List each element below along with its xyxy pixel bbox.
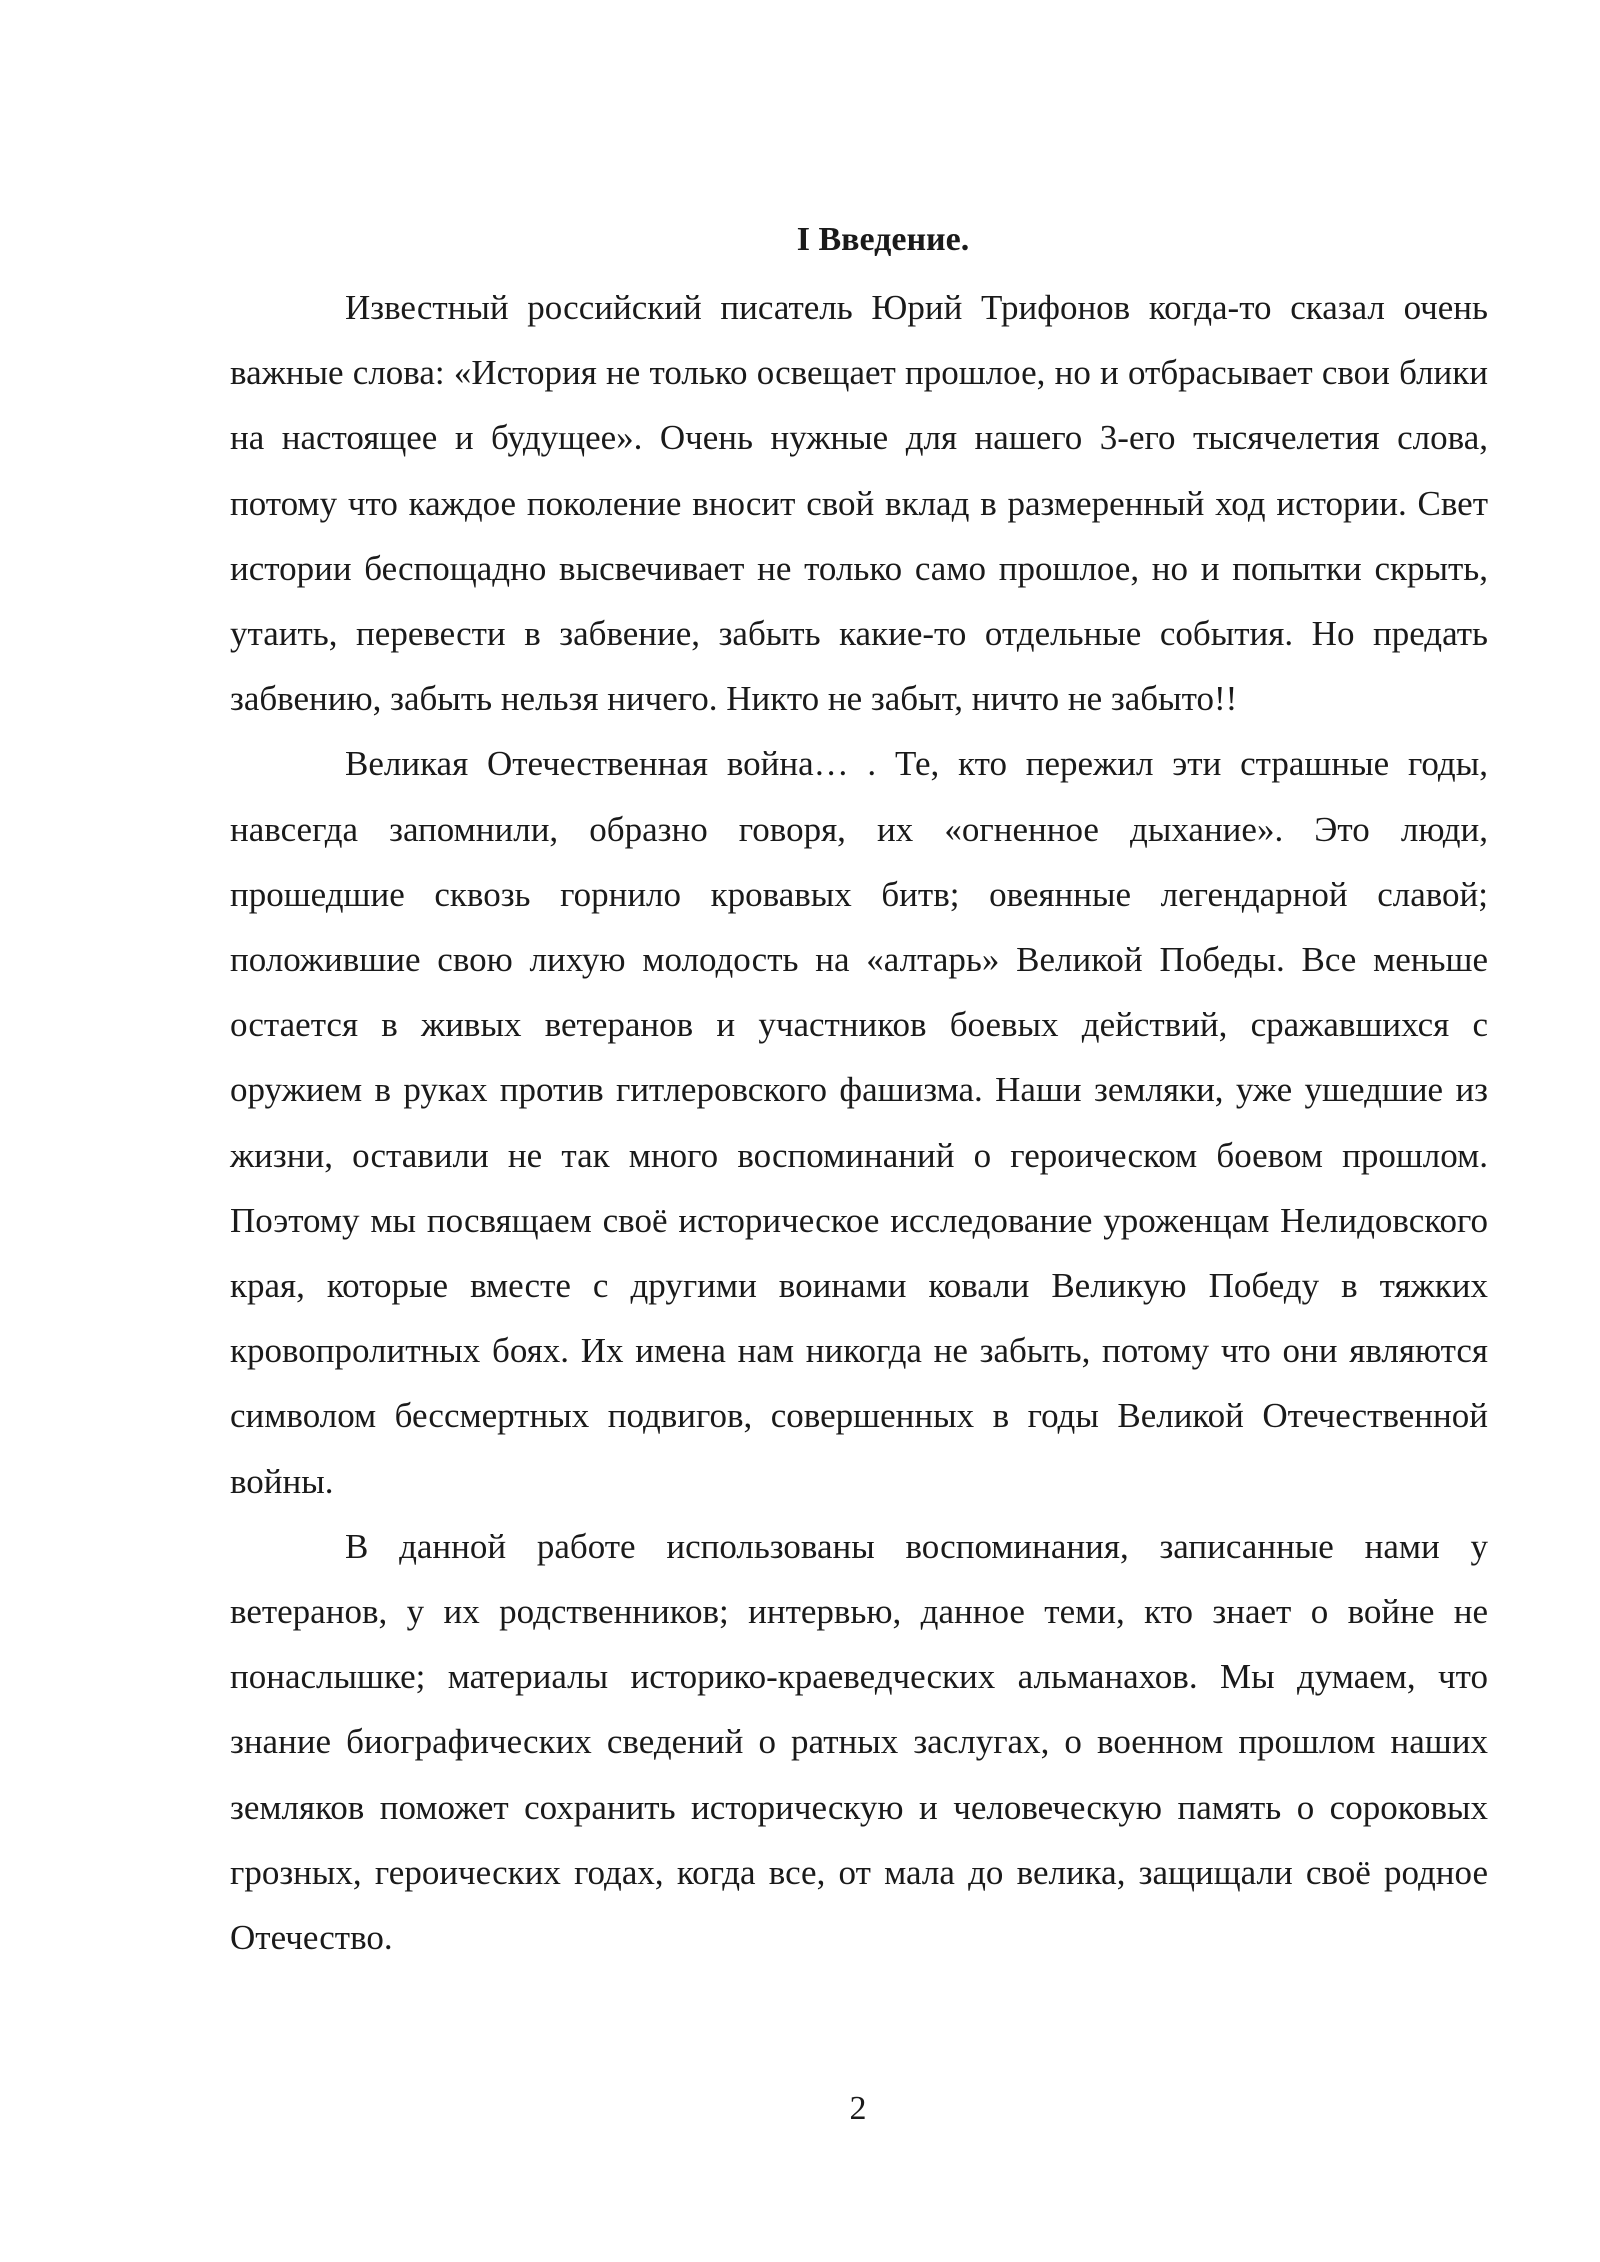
paragraph-3: В данной работе использованы воспоминания, записанные нами у ветеранов, у их родственников; интервью, данное теми, кто знает о войне не понаслышке; материалы историко-краеведческих альманахов. Мы думаем, что знание биографических сведений о ратных заслугах, о военном прошлом наших земляков поможет сохранить историческую и человеческую память о сороковых грозных, героических годах, когда все, от мала до велика, защищали своё родное Отечество. [230,1526,1488,1958]
page-content [230,215,1488,1970]
paragraph-1: Известный российский писатель Юрий Трифонов когда-то сказал очень важные слова: «История не только освещает прошлое, но и отбрасывает свои блики на настоящее и будущее». Очень нужные для нашего 3-его тысячелетия слова, потому что каждое поколение вносит свой вклад в размеренный ход истории. Свет истории беспощадно высвечивает не только само прошлое, но и попытки скрыть, утаить, перевести в забвение, забыть какие-то отдельные события. Но предать забвению, забыть нельзя ничего. Никто не забыт, ничто не забыто!! [230,288,1488,719]
page-number: 2 [849,2090,867,2127]
section-heading: I Введение. [796,221,970,258]
paragraph-2: Великая Отечественная война… . Те, кто пережил эти страшные годы, навсегда запомнили, образно говоря, их «огненное дыхание». Это люди, прошедшие сквозь горнило кровавых битв; овеянные легендарной славой; положившие свою лихую молодость на «алтарь» Великой Победы. Все меньше остается в живых ветеранов и участников боевых действий, сражавшихся с оружием в руках против гитлеровского фашизма. Наши земляки, уже ушедшие из жизни, оставили не так много воспоминаний о героическом боевом прошлом. Поэтому мы посвящаем своё историческое исследование уроженцам Нелидовского края, которые вместе с другими воинами ковали Великую Победу в тяжких кровопролитных боях. Их имена нам никогда не забыть, потому что они являются символом бессмертных подвигов, совершенных в годы Великой Отечественной войны. [230,744,1488,1501]
